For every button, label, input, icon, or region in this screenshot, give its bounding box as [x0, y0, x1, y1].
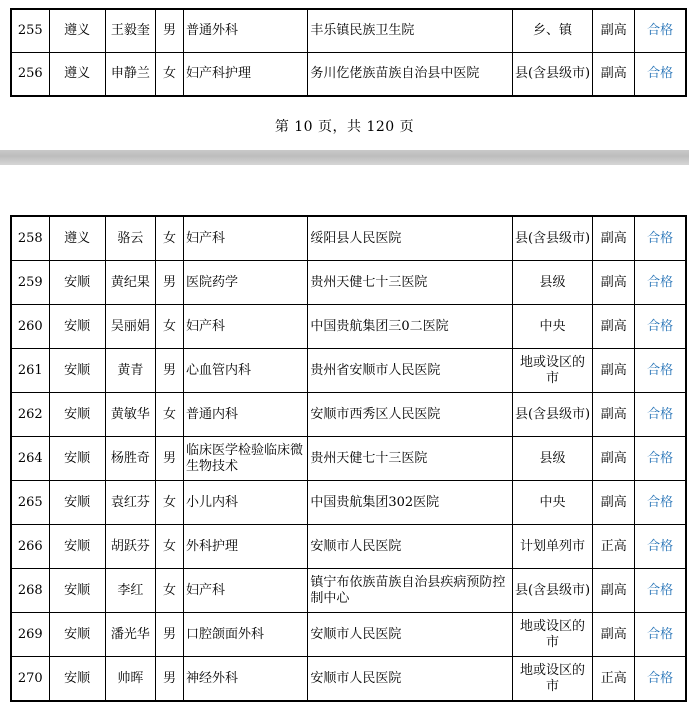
cell-specialty: 临床医学检验临床微生物技术	[183, 437, 307, 481]
cell-name: 吴丽娟	[105, 305, 155, 349]
cell-city: 安顺	[49, 305, 105, 349]
cell-number: 270	[11, 657, 49, 702]
cell-organization: 中国贵航集团三0二医院	[308, 305, 513, 349]
table-row	[11, 261, 686, 305]
cell-number: 264	[11, 437, 49, 481]
page-separator	[0, 150, 689, 165]
table-row	[11, 9, 686, 53]
table-row	[11, 305, 686, 349]
cell-city: 安顺	[49, 525, 105, 569]
cell-result: 合格	[635, 481, 686, 525]
cell-organization: 中国贵航集团302医院	[308, 481, 513, 525]
cell-sex: 女	[155, 216, 183, 261]
cell-result: 合格	[635, 349, 686, 393]
cell-title: 副高	[593, 53, 635, 97]
table-row	[11, 349, 686, 393]
table-row	[11, 393, 686, 437]
cell-result: 合格	[635, 393, 686, 437]
cell-sex: 男	[155, 437, 183, 481]
cell-name: 黄纪果	[105, 261, 155, 305]
cell-result: 合格	[635, 657, 686, 702]
table-row	[11, 657, 686, 702]
cell-sex: 女	[155, 569, 183, 613]
cell-result: 合格	[635, 53, 686, 97]
table-row	[11, 481, 686, 525]
cell-name: 杨胜奇	[105, 437, 155, 481]
document-page-10	[0, 0, 689, 150]
cell-result: 合格	[635, 305, 686, 349]
cell-title: 副高	[593, 437, 635, 481]
cell-title: 副高	[593, 305, 635, 349]
cell-organization: 绥阳县人民医院	[308, 216, 513, 261]
cell-name: 帅晖	[105, 657, 155, 702]
cell-sex: 男	[155, 657, 183, 702]
cell-number: 262	[11, 393, 49, 437]
table-row	[11, 569, 686, 613]
cell-name: 申静兰	[105, 53, 155, 97]
cell-name: 王毅奎	[105, 9, 155, 53]
table-row	[11, 437, 686, 481]
cell-specialty: 外科护理	[183, 525, 307, 569]
cell-title: 副高	[593, 481, 635, 525]
cell-level: 县(含县级市)	[512, 216, 592, 261]
cell-level: 县级	[512, 437, 592, 481]
cell-title: 副高	[593, 613, 635, 657]
cell-level: 中央	[512, 481, 592, 525]
cell-title: 副高	[593, 349, 635, 393]
cell-number: 269	[11, 613, 49, 657]
cell-city: 安顺	[49, 349, 105, 393]
cell-specialty: 妇产科	[183, 569, 307, 613]
cell-result: 合格	[635, 525, 686, 569]
cell-sex: 男	[155, 349, 183, 393]
cell-title: 正高	[593, 657, 635, 702]
cell-number: 266	[11, 525, 49, 569]
cell-level: 乡、镇	[512, 9, 592, 53]
cell-name: 胡跃芬	[105, 525, 155, 569]
results-table-bottom	[10, 215, 687, 702]
cell-result: 合格	[635, 261, 686, 305]
cell-city: 遵义	[49, 216, 105, 261]
cell-level: 地或设区的市	[512, 657, 592, 702]
table-row	[11, 613, 686, 657]
cell-city: 遵义	[49, 53, 105, 97]
cell-level: 地或设区的市	[512, 349, 592, 393]
cell-city: 安顺	[49, 393, 105, 437]
cell-result: 合格	[635, 9, 686, 53]
cell-level: 地或设区的市	[512, 613, 592, 657]
cell-level: 计划单列市	[512, 525, 592, 569]
table-row	[11, 525, 686, 569]
cell-specialty: 神经外科	[183, 657, 307, 702]
cell-city: 安顺	[49, 437, 105, 481]
cell-level: 中央	[512, 305, 592, 349]
cell-sex: 男	[155, 9, 183, 53]
cell-specialty: 心血管内科	[183, 349, 307, 393]
cell-city: 安顺	[49, 569, 105, 613]
cell-sex: 女	[155, 525, 183, 569]
cell-name: 黄青	[105, 349, 155, 393]
cell-sex: 男	[155, 261, 183, 305]
cell-result: 合格	[635, 437, 686, 481]
cell-city: 遵义	[49, 9, 105, 53]
document-page-11	[0, 165, 689, 707]
cell-number: 255	[11, 9, 49, 53]
cell-sex: 女	[155, 53, 183, 97]
results-table-top	[10, 8, 687, 97]
cell-organization: 贵州省安顺市人民医院	[308, 349, 513, 393]
cell-number: 256	[11, 53, 49, 97]
cell-specialty: 普通外科	[183, 9, 307, 53]
cell-number: 265	[11, 481, 49, 525]
cell-organization: 贵州天健七十三医院	[308, 261, 513, 305]
cell-number: 258	[11, 216, 49, 261]
cell-title: 副高	[593, 216, 635, 261]
cell-specialty: 口腔颌面外科	[183, 613, 307, 657]
cell-number: 259	[11, 261, 49, 305]
cell-name: 黄敏华	[105, 393, 155, 437]
cell-city: 安顺	[49, 613, 105, 657]
cell-number: 260	[11, 305, 49, 349]
cell-sex: 女	[155, 393, 183, 437]
table-row	[11, 53, 686, 97]
cell-title: 副高	[593, 261, 635, 305]
cell-city: 安顺	[49, 657, 105, 702]
cell-level: 县(含县级市)	[512, 569, 592, 613]
cell-organization: 务川仡佬族苗族自治县中医院	[308, 53, 513, 97]
cell-specialty: 医院药学	[183, 261, 307, 305]
cell-level: 县(含县级市)	[512, 393, 592, 437]
cell-title: 副高	[593, 393, 635, 437]
cell-name: 骆云	[105, 216, 155, 261]
cell-name: 李红	[105, 569, 155, 613]
cell-title: 副高	[593, 9, 635, 53]
table-row	[11, 216, 686, 261]
cell-result: 合格	[635, 569, 686, 613]
cell-organization: 镇宁布依族苗族自治县疾病预防控制中心	[308, 569, 513, 613]
cell-organization: 贵州天健七十三医院	[308, 437, 513, 481]
cell-city: 安顺	[49, 481, 105, 525]
cell-name: 潘光华	[105, 613, 155, 657]
cell-specialty: 普通内科	[183, 393, 307, 437]
cell-organization: 安顺市西秀区人民医院	[308, 393, 513, 437]
cell-name: 袁红芬	[105, 481, 155, 525]
cell-specialty: 妇产科	[183, 216, 307, 261]
cell-title: 正高	[593, 525, 635, 569]
cell-sex: 女	[155, 481, 183, 525]
cell-organization: 安顺市人民医院	[308, 525, 513, 569]
cell-specialty: 妇产科	[183, 305, 307, 349]
cell-result: 合格	[635, 613, 686, 657]
cell-organization: 丰乐镇民族卫生院	[308, 9, 513, 53]
cell-organization: 安顺市人民医院	[308, 613, 513, 657]
cell-organization: 安顺市人民医院	[308, 657, 513, 702]
cell-specialty: 妇产科护理	[183, 53, 307, 97]
cell-specialty: 小儿内科	[183, 481, 307, 525]
cell-result: 合格	[635, 216, 686, 261]
cell-title: 副高	[593, 569, 635, 613]
page-counter: 第 10 页，共 120 页	[274, 119, 415, 135]
cell-number: 261	[11, 349, 49, 393]
cell-sex: 男	[155, 613, 183, 657]
cell-level: 县(含县级市)	[512, 53, 592, 97]
cell-city: 安顺	[49, 261, 105, 305]
cell-sex: 女	[155, 305, 183, 349]
cell-level: 县级	[512, 261, 592, 305]
cell-number: 268	[11, 569, 49, 613]
